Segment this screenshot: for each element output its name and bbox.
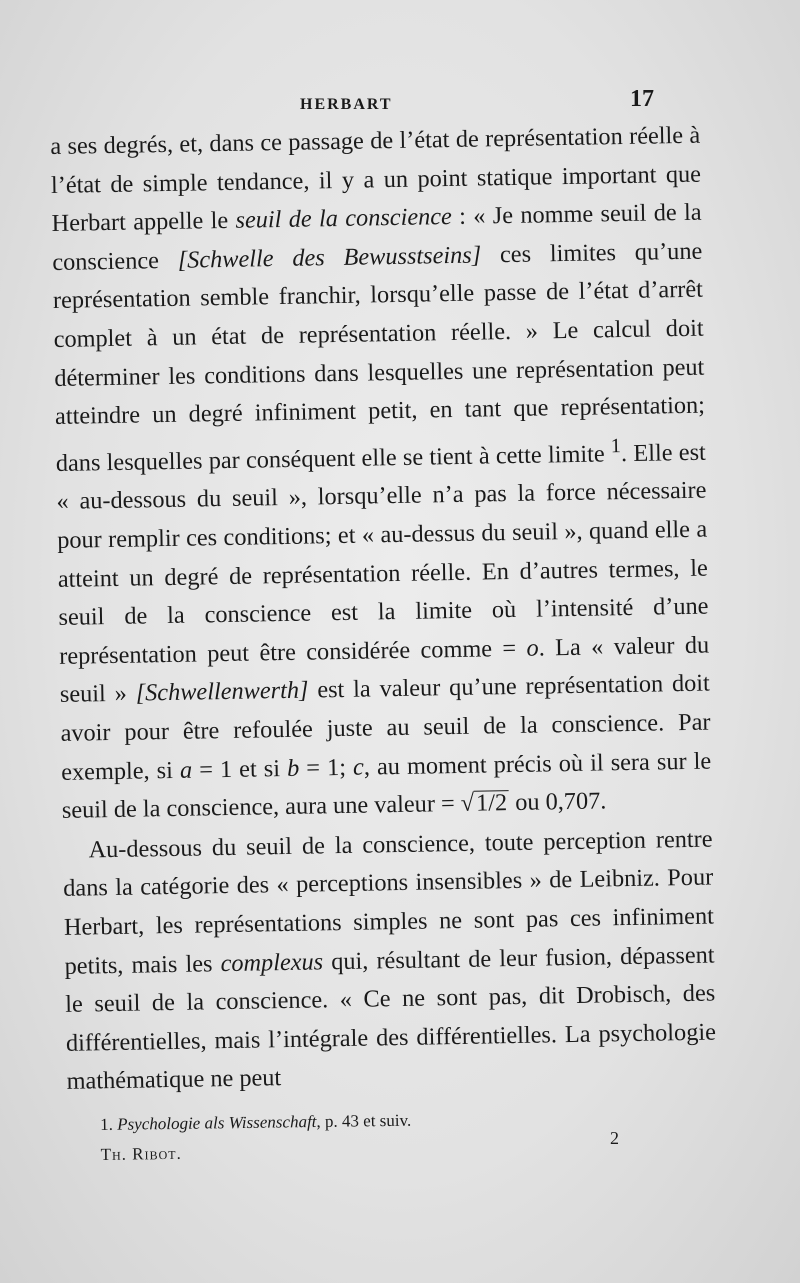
- paragraph-1: [50, 117, 712, 831]
- text-run: = 1;: [298, 753, 354, 782]
- italic-term: seuil de la conscience: [235, 203, 453, 234]
- text-run: : « Je nomme seuil de la conscience: [52, 198, 702, 276]
- running-head: HERBART: [300, 96, 393, 113]
- german-term: [Schwellenwerth]: [135, 676, 309, 707]
- text-run: a ses degrés, et, dans ce passage de l’état de représentation réelle à l’état de simple tendance, il y a un point statique important que Herbart appelle le: [50, 121, 702, 238]
- text-run: qui, résultant de leur fusion, dépassent le seuil de la conscience. « Ce ne sont pas, dit Drobisch, des différentielles, mais l’intégrale des différentielles. La psychologie mathématique ne peut: [65, 941, 717, 1096]
- math-var: c: [352, 753, 365, 781]
- text-run: est la valeur qu’une représentation doit avoir pour être refoulée juste au seuil de la conscience. Par exemple, si: [60, 669, 711, 786]
- signature-mark: 2: [610, 1128, 619, 1148]
- footnote-text: , p. 43 et suiv.: [316, 1110, 412, 1131]
- body-text: [50, 117, 717, 1102]
- text-run: = 1 et si: [191, 754, 288, 784]
- paragraph-2: [62, 820, 717, 1101]
- text-run: ces limites qu’une représentation semble franchir, lorsqu’elle passe de l’état d’arrêt complet à un état de représentation réelle. » Le calcul doit déterminer les conditions dans lesquelles une représentation peut atteindre un degré infiniment petit, en tant que représentation; dans lesquelles par conséquent elle se tient à cette limite: [52, 237, 706, 477]
- math-var: a: [179, 756, 193, 784]
- footnote-ref: 1: [610, 434, 622, 458]
- text-run: . La « valeur du seuil »: [59, 631, 710, 709]
- footnote-number: 1.: [100, 1114, 114, 1134]
- author-signature: Th. Ribot.: [100, 1143, 182, 1164]
- math-var: b: [286, 754, 300, 782]
- italic-term: complexus: [220, 947, 324, 977]
- page-number: 17: [630, 86, 654, 112]
- german-term: [Schwelle des Bewusstseins]: [177, 241, 482, 274]
- text-run: ou 0,707.: [508, 787, 607, 817]
- square-root-radicand: 1/2: [475, 789, 508, 817]
- text-run: Au-dessous du seuil de la conscience, toute perception rentre dans la catégorie des « perceptions insensibles » de Leibniz. Pour Herbart, les représentations simples ne sont pas ces infiniment petits, mais les: [63, 825, 715, 980]
- math-var: o: [526, 634, 539, 662]
- text-run: , au moment précis où il sera sur le seuil de la conscience, aura une valeur = √: [61, 747, 712, 825]
- footnote-title: Psychologie als Wissenschaft: [117, 1111, 317, 1134]
- footnotes: [100, 1102, 661, 1170]
- text-run: . Elle est « au-dessous du seuil », lorsqu’elle n’a pas la force nécessaire pour remplir ces conditions; et « au-dessus du seuil », quand elle a atteint un degré de représentation réelle. En d’autres termes, le seuil de la conscience est la limite où l’intensité d’une représentation peut être considérée comme =: [56, 438, 709, 670]
